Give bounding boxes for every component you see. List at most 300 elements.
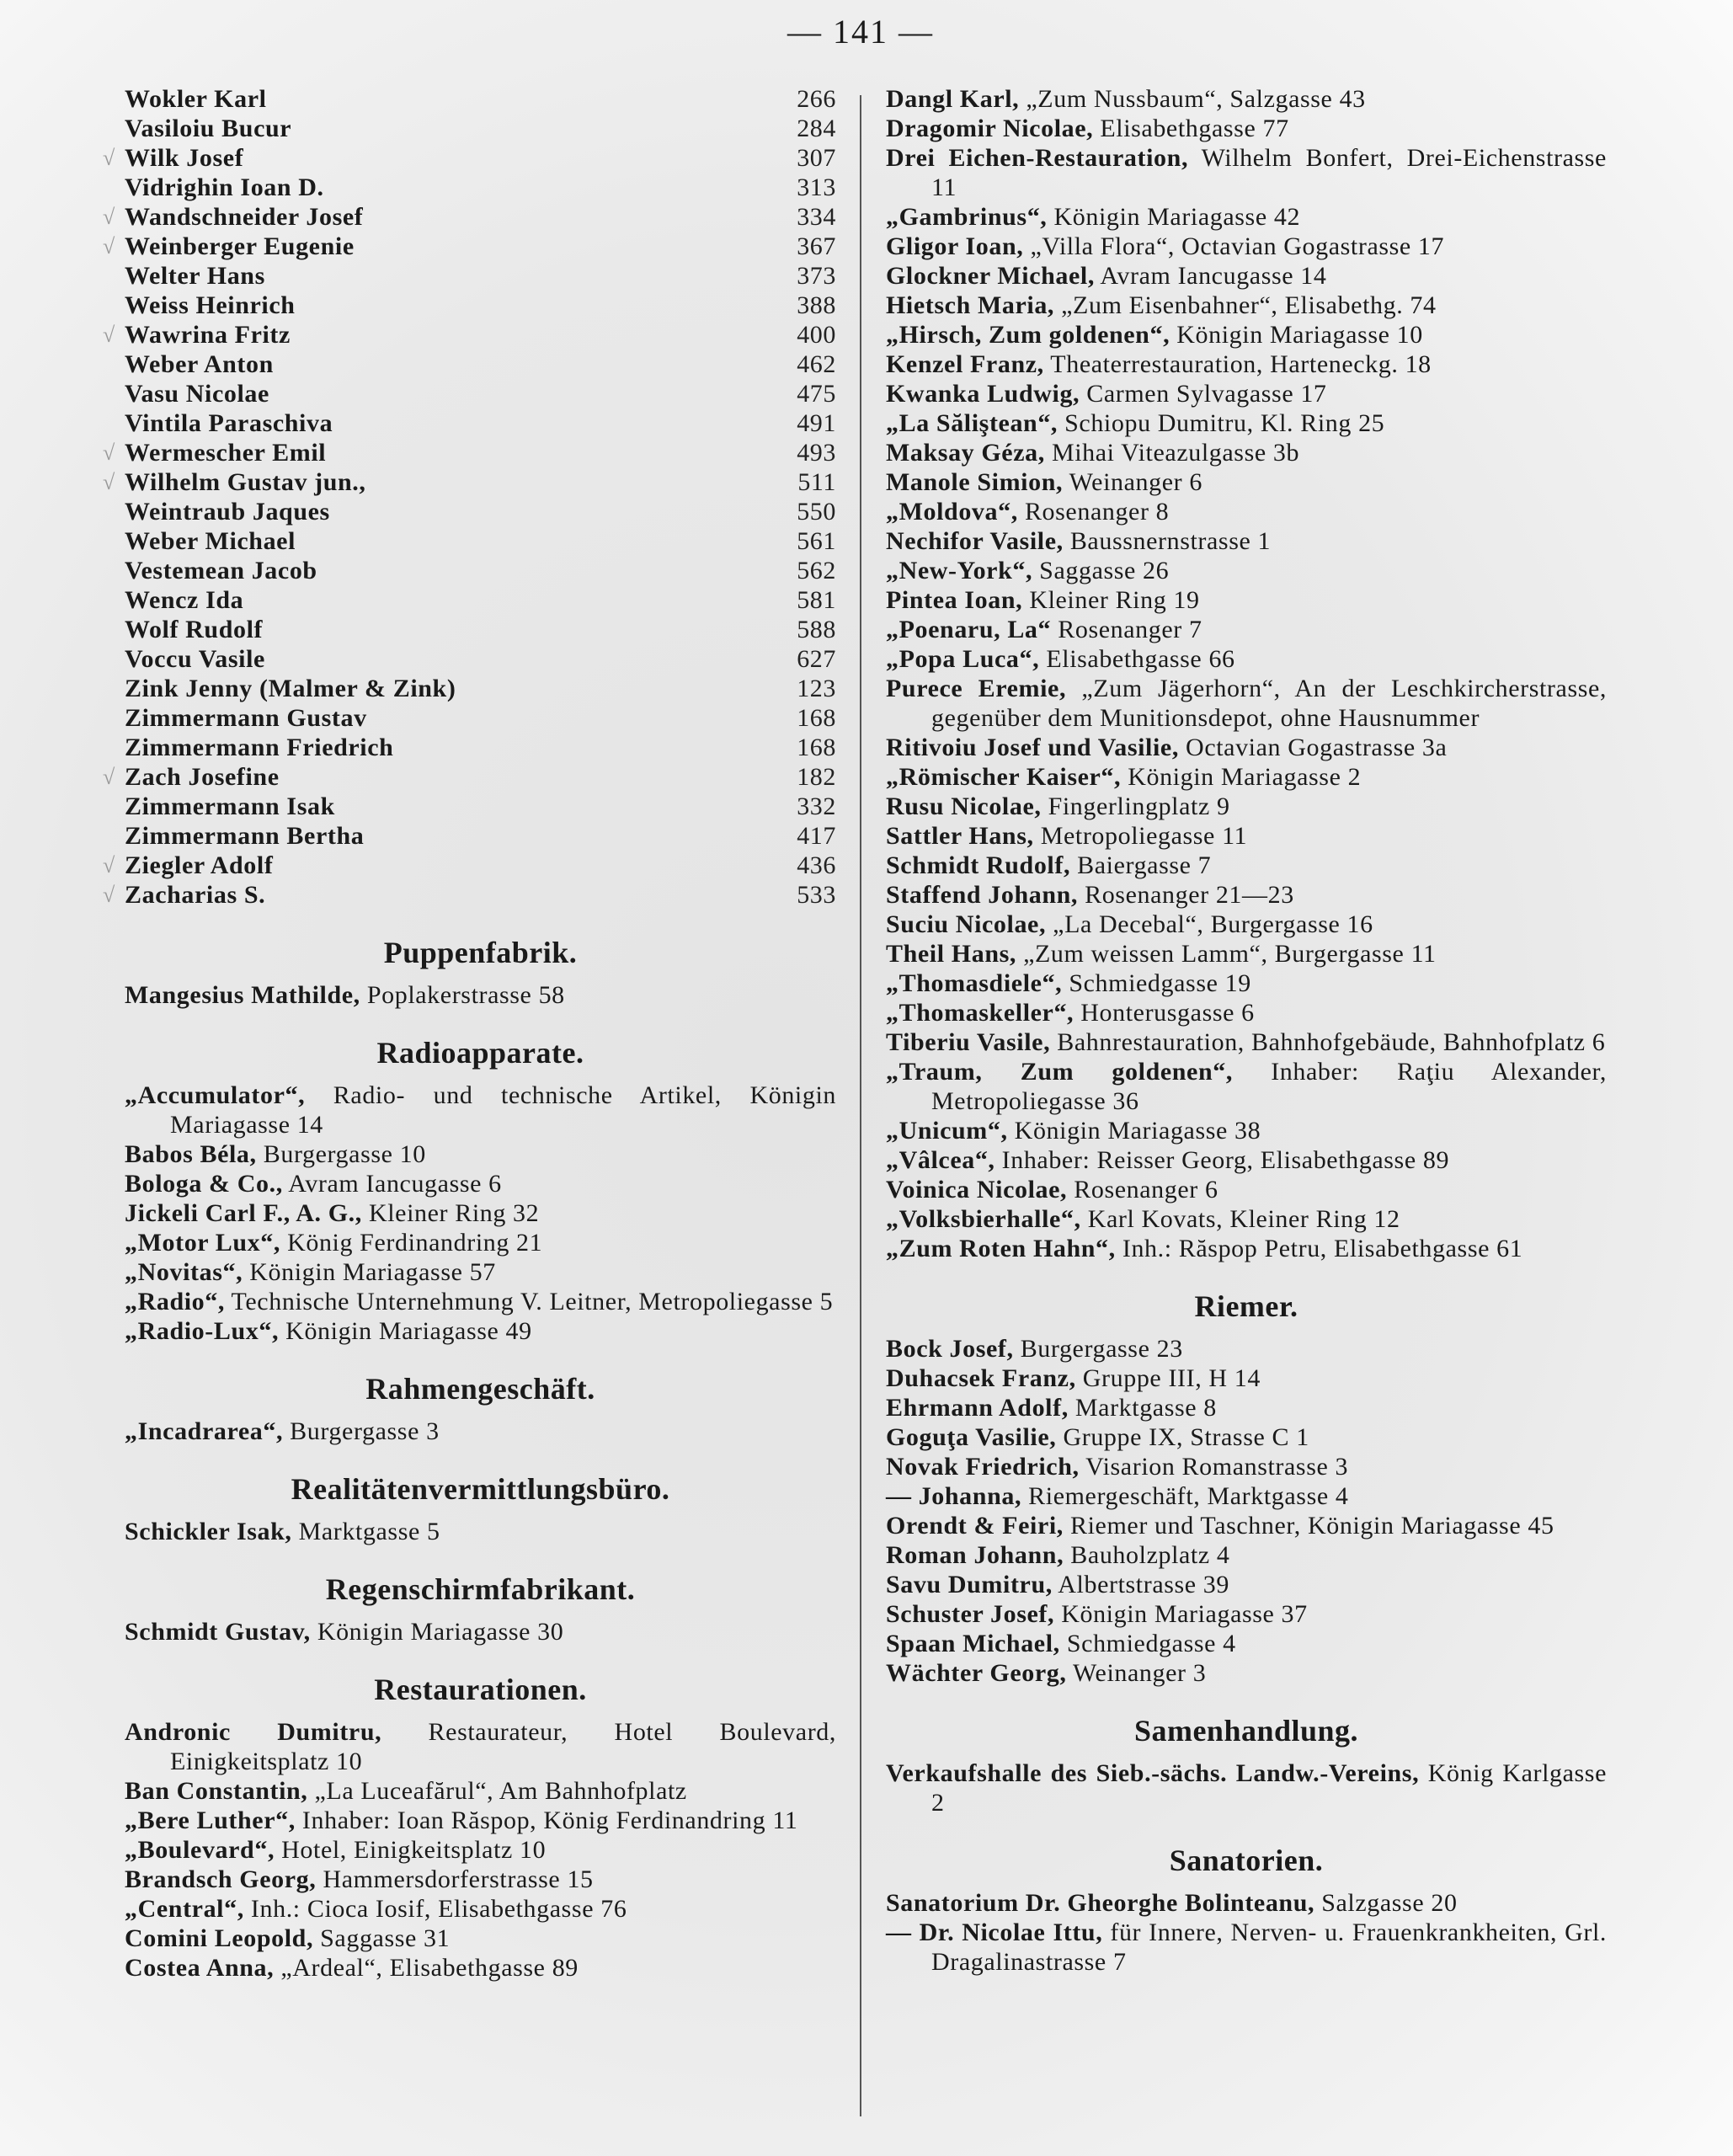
list-number: 462 [797,350,836,378]
entry-address: Königin Mariagasse 42 [1047,203,1301,231]
entry-address: Schmiedgasse 19 [1062,969,1251,997]
entry-name: „Römischer Kaiser“, [886,763,1122,791]
numbered-list-row [125,350,836,379]
list-number: 550 [797,498,836,526]
entry-name: Wächter Georg, [886,1659,1067,1687]
directory-entry [886,497,1607,526]
entry-name: „Bere Luther“, [125,1806,296,1834]
entry-address: Inhaber: Ioan Răspop, König Ferdinandring 11 [295,1806,798,1834]
heading-spacer [125,1070,836,1081]
entry-address: „La Decebal“, Burgergasse 16 [1046,910,1373,938]
person-name: Vestemean Jacob [125,557,317,584]
list-number: 627 [797,645,836,673]
entry-name: Ban Constantin, [125,1777,308,1805]
numbered-list-row [125,261,836,291]
entry-name: Tiberiu Vasile, [886,1028,1051,1056]
entry-name: Voinica Nicolae, [886,1176,1068,1203]
entry-address: Hammersdorferstrasse 15 [316,1865,594,1893]
entry-name: — Johanna, [886,1482,1022,1510]
entry-name: „Gambrinus“, [886,203,1048,231]
entry-address: Kleiner Ring 32 [361,1199,540,1227]
directory-entry [886,202,1607,232]
entry-name: Costea Anna, [125,1954,275,1982]
person-name: Zink Jenny (Malmer & Zink) [125,675,456,702]
heading-spacer [125,1607,836,1617]
list-number: 491 [797,409,836,437]
section-spacer [125,1646,836,1672]
directory-entry [886,556,1607,585]
section-spacer [125,910,836,935]
directory-entry [125,1139,836,1169]
entry-name: Orendt & Feiri, [886,1512,1064,1540]
section [125,1010,836,1346]
directory-entry [886,1204,1607,1234]
entry-address: Baiergasse 7 [1070,851,1212,879]
entry-name: „Zum Roten Hahn“, [886,1235,1116,1262]
directory-entry [125,1617,836,1646]
person-name: Welter Hans [125,262,265,290]
entry-address: Albertstrasse 39 [1052,1571,1230,1598]
numbered-list-row [103,762,836,792]
directory-entry [886,1481,1607,1511]
entry-name: „Thomaskeller“, [886,999,1074,1027]
entry-address: „Zum Eisenbahner“, Elisabethg. 74 [1054,291,1437,319]
entry-name: Schuster Josef, [886,1600,1055,1628]
section-heading: Regenschirmfabrikant. [325,1572,636,1606]
entry-address: Baussnernstrasse 1 [1063,527,1272,555]
entry-address: Königin Mariagasse 57 [243,1258,496,1286]
directory-entry [886,762,1607,792]
numbered-list-row [103,202,836,232]
entry-name: Ritivoiu Josef und Vasilie, [886,734,1179,761]
entry-name: Bock Josef, [886,1335,1014,1363]
directory-entry [886,1758,1607,1817]
entry-address: „La Luceafărul“, Am Bahnhofplatz [307,1777,687,1805]
entry-name: „La Săliştean“, [886,409,1058,437]
entry-address: Marktgasse 8 [1068,1394,1217,1422]
directory-entry [886,232,1607,261]
person-name: Vasiloiu Bucur [125,115,292,142]
list-number: 388 [797,291,836,319]
entry-address: Saggasse 26 [1032,557,1170,584]
column-divider [860,95,861,2116]
directory-entry [886,585,1607,615]
entry-name: Verkaufshalle des Sieb.-sächs. Landw.-Vereins, [886,1759,1420,1787]
numbered-list-row [125,173,836,202]
entry-address: Inhaber: Raţiu Alexander, Metropoliegasse 36 [931,1058,1607,1115]
directory-entry [886,998,1607,1027]
entry-name: Theil Hans, [886,940,1016,968]
entry-name: „Unicum“, [886,1117,1008,1145]
directory-entry [886,350,1607,379]
directory-entry [886,1918,1607,1977]
entry-address: Weinanger 6 [1063,468,1202,496]
numbered-list-row [125,291,836,320]
heading-spacer [125,970,836,980]
numbered-list-row [125,792,836,821]
directory-entry [886,526,1607,556]
directory-entry [886,644,1607,674]
directory-entry [886,291,1607,320]
entry-name: Mangesius Mathilde, [125,981,360,1009]
entry-address: Visarion Romanstrasse 3 [1079,1453,1349,1481]
person-name: Zimmermann Gustav [125,704,367,732]
person-name: Weintraub Jaques [125,498,330,526]
numbered-list-row [125,497,836,526]
entry-address: Schiopu Dumitru, Kl. Ring 25 [1058,409,1385,437]
numbered-list-row [125,615,836,644]
entry-name: Drei Eichen-Restauration, [886,144,1189,172]
entry-address: Elisabethgasse 66 [1039,645,1235,673]
entry-address: Kleiner Ring 19 [1022,586,1200,614]
entry-address: „Ardeal“, Elisabethgasse 89 [274,1954,579,1982]
numbered-list-row [125,526,836,556]
person-name: Voccu Vasile [125,645,265,673]
section [886,1817,1607,1977]
numbered-list-row [125,84,836,114]
numbered-list-row [103,467,836,497]
directory-entry [886,467,1607,497]
entry-address: Metropoliegasse 11 [1033,822,1248,850]
person-name: Zacharias S. [125,881,266,909]
entry-name: „Traum, Zum goldenen“, [886,1058,1233,1086]
section-spacer [125,1346,836,1371]
entry-name: „Central“, [125,1895,244,1923]
checkmark-icon: √ [103,234,115,259]
directory-entry [125,1257,836,1287]
directory-entry [125,1287,836,1316]
directory-entry [886,1364,1607,1393]
section-spacer [886,1263,1607,1289]
directory-entry [886,408,1607,438]
entry-address: Burgergasse 23 [1013,1335,1183,1363]
list-number: 367 [797,232,836,260]
entry-name: „Accumulator“, [125,1081,306,1109]
directory-entry [125,1835,836,1865]
entry-name: Suciu Nicolae, [886,910,1047,938]
list-number: 493 [797,439,836,467]
checkmark-icon: √ [103,883,115,907]
directory-entry [125,1953,836,1983]
list-number: 168 [797,704,836,732]
list-number: 373 [797,262,836,290]
entry-name: Staffend Johann, [886,881,1078,909]
directory-entry [886,438,1607,467]
section-heading: Realitätenvermittlungsbüro. [291,1472,670,1506]
entry-address: Rosenanger 6 [1067,1176,1218,1203]
numbered-list-row [125,733,836,762]
directory-entry [125,1865,836,1894]
entry-name: „Radio“, [125,1288,225,1315]
directory-entry [886,114,1607,143]
person-name: Vintila Paraschiva [125,409,333,437]
numbered-list-row [103,851,836,880]
directory-entry [886,1393,1607,1422]
entry-name: Andronic Dumitru, [125,1718,382,1746]
entry-address: Radio- und technische Artikel, Königin Mariagasse 14 [170,1081,836,1139]
entry-address: Königin Mariagasse 30 [310,1618,564,1646]
checkmark-icon: √ [103,470,115,494]
entry-address: Octavian Gogastrasse 3a [1178,734,1448,761]
directory-entry [886,1570,1607,1599]
list-number: 417 [797,822,836,850]
entry-address: Weinanger 3 [1066,1659,1207,1687]
checkmark-icon: √ [103,853,115,878]
entry-address: Burgergasse 3 [283,1417,440,1445]
entry-name: Hietsch Maria, [886,291,1055,319]
directory-entry [886,733,1607,762]
directory-entry [886,261,1607,291]
directory-entry [125,1717,836,1776]
left-sections [125,910,836,1983]
entry-address: König Ferdinandring 21 [280,1229,543,1257]
entry-address: Inh.: Răspop Petru, Elisabethgasse 61 [1115,1235,1523,1262]
entry-name: Novak Friedrich, [886,1453,1080,1481]
entry-name: Rusu Nicolae, [886,792,1042,820]
entry-address: Rosenanger 8 [1017,498,1170,526]
list-number: 581 [797,586,836,614]
entry-name: Sattler Hans, [886,822,1034,850]
list-number: 168 [797,734,836,761]
list-number: 284 [797,115,836,142]
entry-name: Glockner Michael, [886,262,1095,290]
checkmark-icon: √ [103,323,115,347]
entry-address: „Zum Nussbaum“, Salzgasse 43 [1019,85,1366,113]
person-name: Weber Anton [125,350,274,378]
directory-entry [886,320,1607,350]
numbered-list-row [125,556,836,585]
directory-entry [886,969,1607,998]
directory-entry [886,1027,1607,1057]
entry-address: „Zum Jägerhorn“, An der Leschkircherstrasse, gegenüber dem Munitionsdepot, ohne Hausnummer [931,675,1608,732]
list-number: 588 [797,616,836,643]
numbered-list-row [125,114,836,143]
directory-entry [125,1169,836,1198]
entry-name: Maksay Géza, [886,439,1045,467]
entry-name: „Popa Luca“, [886,645,1040,673]
heading-spacer [125,1507,836,1517]
heading-spacer [125,1406,836,1417]
directory-entry [886,84,1607,114]
entry-name: Goguţa Vasilie, [886,1423,1057,1451]
entry-address: Avram Iancugasse 6 [282,1170,502,1198]
section-heading: Sanatorien. [1169,1844,1324,1877]
numbered-list-row [125,379,836,408]
section-spacer [886,1688,1607,1713]
entry-name: Spaan Michael, [886,1630,1060,1657]
right-sections [886,1263,1607,1977]
entry-name: Schmidt Gustav, [125,1618,311,1646]
person-name: Wermescher Emil [125,439,327,467]
entry-name: „Poenaru, La“ [886,616,1052,643]
heading-spacer [886,1324,1607,1334]
checkmark-icon: √ [103,205,115,229]
directory-entry [125,1894,836,1924]
list-number: 436 [797,851,836,879]
directory-entry [886,1452,1607,1481]
entry-name: „Moldova“, [886,498,1018,526]
person-name: Weinberger Eugenie [125,232,355,260]
entry-address: Schmiedgasse 4 [1059,1630,1236,1657]
section [125,910,836,1010]
directory-entry [125,980,836,1010]
person-name: Vidrighin Ioan D. [125,173,324,201]
section-heading: Samenhandlung. [1133,1714,1359,1748]
person-name: Vasu Nicolae [125,380,269,408]
directory-entry [886,1888,1607,1918]
entry-name: Dragomir Nicolae, [886,115,1094,142]
section-heading: Riemer. [1194,1289,1298,1323]
entry-address: Marktgasse 5 [291,1518,440,1545]
entry-address: Carmen Sylvagasse 17 [1080,380,1327,408]
list-number: 332 [797,792,836,820]
entry-name: Purece Eremie, [886,675,1067,702]
directory-entry [886,851,1607,880]
entry-name: Schickler Isak, [125,1518,292,1545]
directory-entry [886,1145,1607,1175]
directory-entry [886,143,1607,202]
directory-entry [886,615,1607,644]
entry-address: Burgergasse 10 [256,1140,426,1168]
section-spacer [125,1010,836,1035]
section-spacer [125,1446,836,1471]
section [125,1346,836,1446]
directory-entry [886,821,1607,851]
section [125,1446,836,1546]
numbered-list-row [125,821,836,851]
person-name: Zimmermann Bertha [125,822,365,850]
section-heading: Rahmengeschäft. [365,1372,595,1406]
numbered-list-row [125,703,836,733]
entry-address: Karl Kovats, Kleiner Ring 12 [1080,1205,1400,1233]
section [886,1688,1607,1817]
section [125,1546,836,1646]
directory-entry [886,1629,1607,1658]
person-name: Wencz Ida [125,586,244,614]
directory-entry [886,1658,1607,1688]
directory-entry [886,1057,1607,1116]
entry-name: Gligor Ioan, [886,232,1024,260]
entry-address: Poplakerstrasse 58 [360,981,565,1009]
numbered-list-row [125,408,836,438]
entry-address: Fingerlingplatz 9 [1041,792,1230,820]
entry-name: Ehrmann Adolf, [886,1394,1069,1422]
entry-address: Bahnrestauration, Bahnhofgebäude, Bahnhofplatz 6 [1050,1028,1606,1056]
directory-entry [886,1422,1607,1452]
person-name: Wawrina Fritz [125,321,291,349]
entry-address: Königin Mariagasse 49 [279,1317,532,1345]
list-number: 400 [797,321,836,349]
numbered-list-row [103,438,836,467]
entry-address: Bauholzplatz 4 [1064,1541,1230,1569]
numbered-list-row [103,232,836,261]
entry-address: Saggasse 31 [313,1924,451,1952]
numbered-list-row [103,320,836,350]
page-number: — 141 — [787,13,934,51]
person-name: Weber Michael [125,527,296,555]
directory-entry [886,1175,1607,1204]
directory-entry [125,1198,836,1228]
section [886,1263,1607,1688]
heading-spacer [886,1878,1607,1888]
restaurant-list-continued [886,84,1607,1263]
list-number: 511 [797,468,836,496]
heading-spacer [125,1707,836,1717]
list-number: 533 [797,881,836,909]
list-number: 334 [797,203,836,231]
entry-address: Inh.: Cioca Iosif, Elisabethgasse 76 [243,1895,627,1923]
entry-address: Rosenanger 7 [1051,616,1202,643]
person-name: Wolf Rudolf [125,616,264,643]
entry-address: Wilhelm Bonfert, Drei-Eichenstrasse 11 [931,144,1607,201]
entry-name: Sanatorium Dr. Gheorghe Bolinteanu, [886,1889,1315,1917]
entry-address: „Zum weissen Lamm“, Burgergasse 11 [1016,940,1437,968]
entry-address: Königin Mariagasse 10 [1170,321,1423,349]
list-number: 313 [797,173,836,201]
entry-address: Mihai Viteazulgasse 3b [1044,439,1300,467]
entry-name: Schmidt Rudolf, [886,851,1071,879]
entry-name: Comini Leopold, [125,1924,314,1952]
entry-name: Pintea Ioan, [886,586,1023,614]
directory-entry [886,939,1607,969]
numbered-list-row [103,880,836,910]
entry-address: Riemer und Taschner, Königin Mariagasse 45 [1063,1512,1554,1540]
directory-entry [886,379,1607,408]
section-spacer [886,1817,1607,1843]
entry-address: Königin Mariagasse 2 [1121,763,1362,791]
list-number: 561 [797,527,836,555]
person-name: Wilk Josef [125,144,244,172]
entry-address: „Villa Flora“, Octavian Gogastrasse 17 [1023,232,1445,260]
entry-address: Elisabethgasse 77 [1093,115,1289,142]
entry-address: Theaterrestauration, Harteneckg. 18 [1043,350,1432,378]
entry-address: König Karlgasse 2 [931,1759,1607,1817]
directory-entry [886,910,1607,939]
entry-address: Honterusgasse 6 [1074,999,1255,1027]
numbered-list-row [125,674,836,703]
entry-address: Gruppe III, H 14 [1075,1364,1261,1392]
entry-name: „Novitas“, [125,1258,243,1286]
entry-name: Kenzel Franz, [886,350,1044,378]
left-column [103,84,836,1983]
directory-entry [886,1234,1607,1263]
directory-entry [125,1417,836,1446]
entry-address: Königin Mariagasse 38 [1007,1117,1261,1145]
person-name: Zach Josefine [125,763,280,791]
numbered-list-row [125,585,836,615]
numbered-list-row [125,644,836,674]
entry-name: „Incadrarea“, [125,1417,284,1445]
directory-entry [886,1334,1607,1364]
entry-name: Savu Dumitru, [886,1571,1053,1598]
entry-name: „Hirsch, Zum goldenen“, [886,321,1170,349]
list-number: 562 [797,557,836,584]
directory-entry [886,1116,1607,1145]
list-number: 475 [797,380,836,408]
section-spacer [125,1546,836,1572]
list-number: 266 [797,85,836,113]
person-name: Zimmermann Friedrich [125,734,394,761]
entry-address: Inhaber: Reisser Georg, Elisabethgasse 89 [994,1146,1450,1174]
numbered-list-row [103,143,836,173]
person-name: Weiss Heinrich [125,291,296,319]
directory-entry [886,880,1607,910]
entry-name: Jickeli Carl F., A. G., [125,1199,362,1227]
entry-name: Manole Simion, [886,468,1064,496]
entry-address: Riemergeschäft, Marktgasse 4 [1021,1482,1349,1510]
entry-name: Brandsch Georg, [125,1865,317,1893]
entry-name: Duhacsek Franz, [886,1364,1076,1392]
